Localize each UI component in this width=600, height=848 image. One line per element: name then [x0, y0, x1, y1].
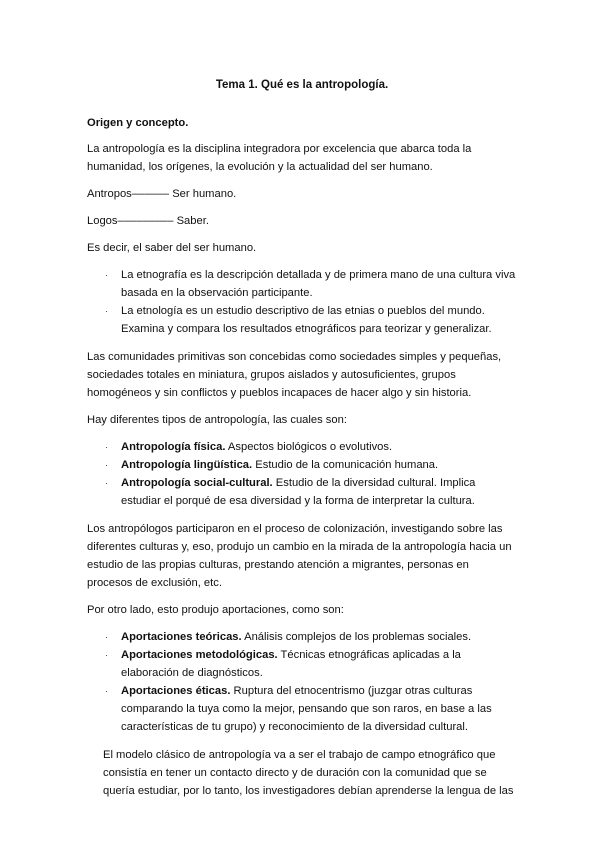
document-title: Tema 1. Qué es la antropología.: [215, 79, 389, 91]
bullet-icon: ·: [105, 686, 108, 696]
section-heading: Origen y concepto.: [87, 117, 189, 129]
list-item: [87, 302, 517, 338]
bullet-icon: ·: [105, 306, 108, 316]
list-item-term: Antropología lingüística.: [121, 459, 253, 471]
list-item-text: Análisis complejos de los problemas sociales.: [241, 631, 472, 643]
list-item-text: Ruptura del etnocentrismo (juzgar otras culturas comparando la tuya como la mejor, pensando que son raros, en base a las características de tu grupo) y reconocimiento de la diversidad cultural.: [121, 685, 492, 733]
list-item-text: Estudio de la diversidad cultural. Implica estudiar el porqué de esa diversidad y la forma de interpretar la cultura.: [121, 477, 476, 507]
list-item: [87, 628, 517, 646]
bullet-icon: ·: [105, 650, 108, 660]
list-item-text: Estudio de la comunicación humana.: [252, 459, 439, 471]
bullet-icon: ·: [105, 270, 108, 280]
intro-paragraph: La antropología es la disciplina integradora por excelencia que abarca toda la humanidad, los orígenes, la evolución y la actualidad del ser humano.: [87, 143, 472, 173]
bullet-icon: ·: [105, 632, 108, 642]
bullet-icon: ·: [105, 442, 108, 452]
document-body: [87, 76, 517, 809]
list-item: [87, 438, 517, 456]
es-decir-paragraph: Es decir, el saber del ser humano.: [87, 242, 257, 254]
list-item-text: Técnicas etnográficas aplicadas a la elaboración de diagnósticos.: [121, 649, 461, 679]
list-item: [87, 682, 517, 736]
list-item-text: La etnología es un estudio descriptivo de las etnias o pueblos del mundo. Examina y compara los resultados etnográficos para teorizar y generalizar.: [121, 305, 492, 335]
list-item-term: Aportaciones metodológicas.: [121, 649, 278, 661]
antropos-definition: Antropos–––––– Ser humano.: [87, 188, 237, 200]
bullet-icon: ·: [105, 460, 108, 470]
modelo-paragraph: El modelo clásico de antropología va a ser el trabajo de campo etnográfico que consistía en tener un contacto directo y de duración con la comunidad que se quería estudiar, por lo tanto, los investigadores debían aprenderse la lengua de las: [103, 749, 514, 797]
list-item-term: Aportaciones éticas.: [121, 685, 231, 697]
aportaciones-list: [87, 628, 517, 736]
logos-definition: Logos––––––––– Saber.: [87, 215, 209, 227]
list-item: [87, 474, 517, 510]
list-item: [87, 266, 517, 302]
aportaciones-intro-paragraph: Por otro lado, esto produjo aportaciones, como son:: [87, 604, 344, 616]
tipos-list: [87, 438, 517, 510]
tipos-intro-paragraph: Hay diferentes tipos de antropología, las cuales son:: [87, 414, 347, 426]
definitions-list: [87, 266, 517, 338]
list-item-term: Aportaciones teóricas.: [121, 631, 242, 643]
bullet-icon: ·: [105, 478, 108, 488]
comunidades-paragraph: Las comunidades primitivas son concebidas como sociedades simples y pequeñas, sociedades totales en miniatura, grupos aislados y autosuficientes, grupos homogéneos y sin conflictos y pueblos incapaces de hacer algo y sin historia.: [87, 351, 502, 399]
antropologos-paragraph: Los antropólogos participaron en el proceso de colonización, investigando sobre las diferentes culturas y, eso, produjo un cambio en la mirada de la antropología hacia un estudio de las propias culturas, prestando atención a migrantes, personas en procesos de exclusión, etc.: [87, 523, 512, 589]
list-item-term: Antropología social-cultural.: [121, 477, 273, 489]
list-item-text: La etnografía es la descripción detallada y de primera mano de una cultura viva basada en la observación participante.: [121, 269, 516, 299]
list-item: [87, 456, 517, 474]
list-item: [87, 646, 517, 682]
list-item-term: Antropología física.: [121, 441, 226, 453]
list-item-text: Aspectos biológicos o evolutivos.: [225, 441, 393, 453]
